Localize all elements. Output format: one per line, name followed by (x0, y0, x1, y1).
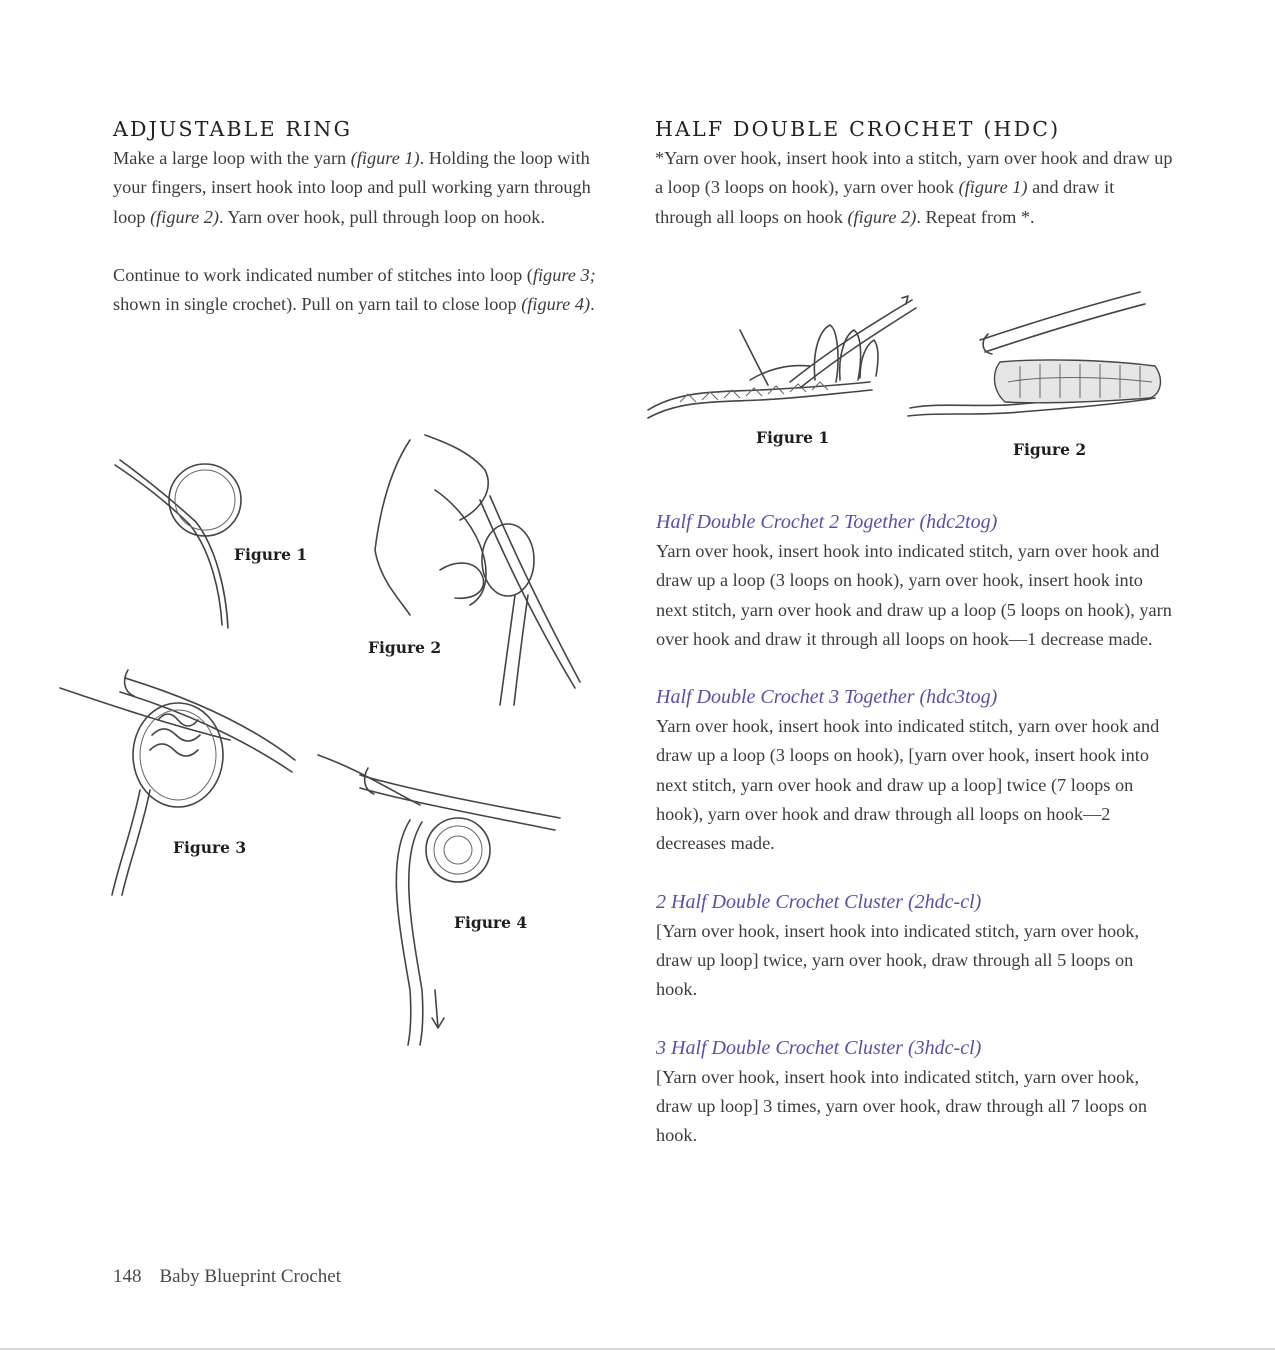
left-figure-4-label: Figure 4 (454, 913, 528, 932)
adjustable-ring-para2 (113, 261, 613, 320)
left-figure-1-label: Figure 1 (234, 545, 308, 564)
text-run: . (590, 294, 595, 315)
text-run: . Yarn over hook, pull through loop on hook. (218, 206, 545, 227)
hdc2tog-section (656, 507, 1176, 654)
figure-1-loop-drawing (115, 460, 241, 628)
hdc-para1 (655, 144, 1175, 232)
figure-reference: (figure 1) (958, 177, 1028, 198)
hdc3tog-title: Half Double Crochet 3 Together (hdc3tog) (656, 686, 998, 709)
right-column (655, 114, 1175, 232)
page-bottom-divider (0, 1348, 1275, 1350)
figure-reference: (figure 4) (521, 294, 591, 315)
figure-reference: (figure 1) (350, 148, 420, 168)
2hdc-cl-body: [Yarn over hook, insert hook into indicated stitch, yarn over hook, draw up loop] twice, yarn over hook, draw through all 5 loops on hook. (656, 920, 1140, 1000)
figure-reference: figure 3; (532, 264, 596, 285)
figure-2-hand-drawing (375, 435, 580, 705)
text-run: *Yarn over hook, insert hook into a stitch, yarn over hook and draw up a loop (3 loops on hook), yarn over hook (655, 148, 1173, 198)
text-run: . Holding the loop with your fingers, insert hook into loop and pull working yarn through loop (113, 148, 591, 227)
hdc2tog-body: Yarn over hook, insert hook into indicated stitch, yarn over hook and draw up a loop (3 loops on hook), yarn over hook, insert hook into next stitch, yarn over hook and draw up a loop (5 loops on hook), yarn over hook and draw it through all loops on hook—1 decrease made. (656, 541, 1172, 649)
figure-reference: (figure 2) (150, 206, 219, 227)
hdc-variations (656, 507, 1176, 1150)
hdc-illustrations (640, 290, 1170, 430)
book-title: Baby Blueprint Crochet (159, 1266, 342, 1287)
adjustable-ring-heading: ADJUSTABLE RING (113, 117, 353, 141)
text-run: Continue to work indicated number of stitches into loop ( (113, 264, 533, 285)
figure-reference: (figure 2) (847, 206, 917, 227)
page-number: 148 (113, 1266, 142, 1287)
hdc-figure-2-drawing (908, 292, 1160, 416)
adjustable-ring-illustrations (50, 430, 610, 1060)
text-run: shown in single crochet). Pull on yarn tail to close loop (113, 294, 522, 315)
page-footer (113, 1266, 341, 1288)
text-run: Make a large loop with the yarn (113, 148, 351, 168)
left-figure-3-label: Figure 3 (173, 838, 247, 857)
text-run: . Repeat from *. (916, 206, 1035, 227)
left-figure-2-label: Figure 2 (368, 638, 442, 657)
left-column (113, 114, 613, 319)
figure-3-ring-stitches-drawing (60, 670, 295, 895)
hdc2tog-title: Half Double Crochet 2 Together (hdc2tog) (656, 511, 998, 533)
2hdc-cl-title: 2 Half Double Crochet Cluster (2hdc-cl) (656, 890, 982, 913)
text-run: and draw it through all loops on hook (655, 177, 1115, 227)
3hdc-cl-body: [Yarn over hook, insert hook into indicated stitch, yarn over hook, draw up loop] 3 times, yarn over hook, draw through all 7 loops on hook. (656, 1066, 1147, 1146)
3hdc-cl-title: 3 Half Double Crochet Cluster (3hdc-cl) (656, 1036, 982, 1059)
adjustable-ring-para1 (113, 144, 613, 232)
3hdc-cl-section (656, 1033, 1176, 1151)
hdc-heading: HALF DOUBLE CROCHET (HDC) (655, 117, 1061, 141)
figure-4-closed-ring-drawing (318, 755, 560, 1045)
right-figure-1-label: Figure 1 (756, 428, 830, 447)
hdc3tog-body: Yarn over hook, insert hook into indicated stitch, yarn over hook and draw up a loop (3 loops on hook), [yarn over hook, insert hook into next stitch, yarn over hook and draw up a loop] twice (7 loops on hook), yarn over hook and draw through all loops on hook—2 decreases made. (656, 716, 1160, 854)
2hdc-cl-section (656, 887, 1176, 1005)
hdc3tog-section (656, 682, 1176, 858)
right-figure-2-label: Figure 2 (1013, 440, 1087, 459)
hdc-figure-1-drawing (648, 296, 916, 418)
